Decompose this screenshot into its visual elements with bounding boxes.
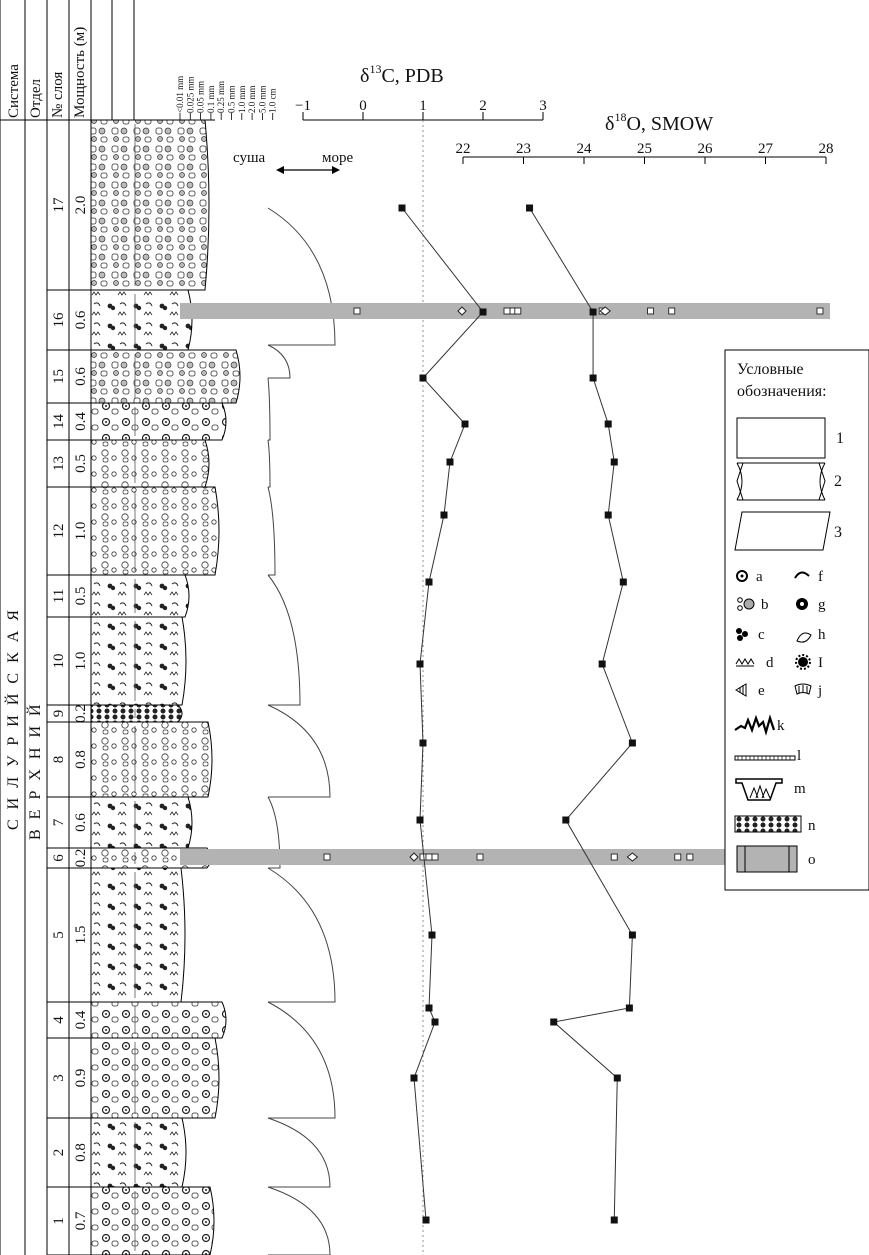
layer-thickness: 0.6 (73, 367, 89, 386)
o18-data-point (626, 1005, 633, 1012)
lithology-bed (91, 868, 185, 1002)
grain-size-label: 1.0 cm (267, 88, 278, 113)
oolite-bed-icon (735, 816, 801, 832)
layer-number: 2 (51, 1148, 67, 1157)
c13-data-point (480, 309, 487, 316)
band-sample-marker (611, 854, 617, 860)
layer-number: 4 (51, 1016, 67, 1024)
series-label: В Е Р Х Н И Й (27, 701, 44, 840)
ooid-core-icon (741, 575, 744, 578)
lithology-bed (91, 1002, 226, 1038)
o18-data-point (590, 309, 597, 316)
legend-symbol-e: e (758, 683, 765, 699)
legend-title-2: обозначения: (737, 383, 827, 400)
c13-profile-points (399, 205, 487, 1224)
layer-number: 9 (51, 709, 67, 718)
lithology-bed (91, 617, 186, 705)
layer-number: 5 (51, 931, 67, 939)
grain-size-label: 5.0 mm (257, 85, 268, 113)
layer-thickness: 0.9 (73, 1068, 89, 1088)
o18-data-point (611, 1217, 618, 1224)
sea-level-curve (268, 208, 335, 1255)
arrow-head-right (332, 166, 340, 174)
layer-thickness: 1.0 (73, 651, 89, 671)
c13-data-point (420, 740, 427, 747)
layer-thickness: 2.0 (73, 195, 89, 215)
header-layer-no: № слоя (50, 71, 66, 118)
legend-symbol-n: n (808, 818, 816, 834)
band-sample-marker (504, 308, 510, 314)
o18-tick-label: 22 (455, 141, 471, 157)
lithology-bed (91, 487, 219, 575)
layer-number: 6 (51, 854, 67, 862)
c13-tick-label: 3 (539, 98, 547, 114)
legend-symbol-b: b (761, 597, 769, 613)
legend-symbol-a: a (756, 569, 763, 585)
legend-symbol-j: j (818, 683, 823, 699)
o18-data-point (605, 512, 612, 519)
sample-band-icon (737, 846, 797, 872)
layer-thickness: 0.8 (73, 1143, 89, 1162)
layer-number: 17 (51, 197, 67, 213)
grain-size-label: 0.25 mm (216, 80, 227, 113)
layer-thickness: 0.2 (73, 848, 89, 868)
band-sample-marker (354, 308, 360, 314)
layer-thickness: 0.5 (73, 586, 89, 606)
c13-axis (295, 98, 547, 120)
o18-axis (456, 141, 834, 164)
c13-data-point (432, 1019, 439, 1026)
layer-number: 11 (51, 588, 67, 604)
lithology-bed (91, 120, 209, 290)
legend (725, 350, 869, 890)
o18-profile-line (530, 208, 633, 1220)
legend-title-1: Условные (737, 361, 804, 378)
legend-symbol-f: f (818, 569, 823, 585)
legend-symbol-g: g (818, 597, 826, 613)
o18-tick-label: 24 (576, 141, 592, 157)
arrow-head-left (276, 166, 284, 174)
band-sample-marker (687, 854, 693, 860)
layer-thickness: 0.4 (73, 1010, 89, 1030)
layer-number: 15 (51, 369, 67, 384)
band-sample-marker (648, 308, 654, 314)
o18-data-point (611, 459, 618, 466)
o18-data-point (526, 205, 533, 212)
land-label: суша (233, 150, 266, 166)
grain-size-label: 0.1 mm (205, 85, 216, 113)
layer-thickness: 0.2 (73, 704, 89, 723)
o18-data-point (605, 421, 612, 428)
c13-data-point (429, 932, 436, 939)
header-system: Система (6, 64, 22, 118)
layer-number: 8 (51, 755, 67, 764)
o18-data-point (620, 579, 627, 586)
grain-size-label: 2.0 mm (247, 85, 258, 113)
lithology-bed (91, 403, 226, 440)
band-sample-marker (324, 854, 330, 860)
legend-symbol-d: d (766, 655, 774, 671)
o18-data-point (629, 740, 636, 747)
lithology-bed (91, 290, 192, 350)
legend-symbol-c: c (758, 627, 765, 643)
lithology-bed (91, 797, 192, 848)
o18-tick-label: 27 (758, 141, 773, 157)
band-sample-marker (420, 854, 426, 860)
o18-tick-label: 23 (516, 141, 531, 157)
o18-data-point (629, 932, 636, 939)
legend-symbol-h: h (818, 627, 826, 643)
legend-symbol-o: o (808, 852, 816, 868)
band-sample-marker (675, 854, 681, 860)
c13-data-point (420, 375, 427, 382)
layer-thickness: 0.8 (73, 750, 89, 769)
o18-tick-label: 26 (697, 141, 713, 157)
c13-profile-line (402, 208, 483, 1220)
band-sample-marker (515, 308, 521, 314)
lithology-bed (91, 1187, 214, 1255)
layer-number: 13 (51, 456, 67, 471)
lithology-bed (91, 350, 240, 403)
lithology-bed (91, 722, 212, 797)
layer-thickness: 0.6 (73, 310, 89, 330)
grain-size-scale (175, 76, 278, 120)
band-sample-marker (669, 308, 675, 314)
lithology-bed (91, 575, 189, 617)
grain-size-label: 0.05 mm (195, 80, 206, 113)
sea-label: море (322, 150, 354, 166)
lithology-bed (91, 440, 209, 487)
legend-symbol-m: m (794, 781, 806, 797)
band-sample-marker (477, 854, 483, 860)
layer-number: 16 (51, 312, 67, 328)
layer-thickness: 0.6 (73, 813, 89, 832)
legend-box-1-label: 1 (836, 430, 844, 447)
layer-number: 3 (51, 1074, 67, 1082)
c13-tick-label: 2 (479, 98, 487, 114)
grain-large-icon (744, 599, 754, 609)
legend-symbol-k: k (777, 718, 785, 734)
grain-size-label: 0.025 mm (185, 76, 196, 113)
grain-size-label: 0.5 mm (226, 85, 237, 113)
o18-data-point (550, 1019, 557, 1026)
c13-data-point (417, 661, 424, 668)
layer-thickness: 1.0 (73, 521, 89, 541)
header-thickness: Мощность (м) (72, 26, 88, 118)
layer-number: 1 (51, 1217, 67, 1225)
header-series: Отдел (28, 79, 44, 118)
c13-data-point (426, 579, 433, 586)
c13-data-point (423, 1217, 430, 1224)
band-sample-marker (432, 854, 438, 860)
legend-box-3-label: 3 (834, 524, 842, 541)
c13-tick-label: 0 (359, 98, 367, 114)
system-label: С И Л У Р И Й С К А Я (5, 607, 22, 830)
band-sample-marker (426, 854, 432, 860)
c13-data-point (417, 817, 424, 824)
lithology-bed (91, 1118, 186, 1187)
c13-data-point (426, 1005, 433, 1012)
c13-data-point (441, 512, 448, 519)
layer-number: 10 (51, 653, 67, 669)
legend-symbol-I: I (818, 655, 823, 671)
layer-thickness: 0.7 (73, 1211, 89, 1231)
o18-data-point (562, 817, 569, 824)
layer-number: 14 (51, 414, 67, 429)
lithology-column (91, 120, 240, 1255)
c13-data-point (462, 421, 469, 428)
layer-thickness: 0.4 (73, 412, 89, 431)
o18-data-point (614, 1075, 621, 1082)
layer-number: 12 (51, 523, 67, 539)
o18-profile-points (526, 205, 636, 1224)
c13-data-point (411, 1075, 418, 1082)
c13-tick-label: 1 (419, 98, 427, 114)
grain-size-label: <0.01 mm (175, 75, 185, 113)
layer-thickness: 0.5 (73, 454, 89, 473)
c13-data-point (447, 459, 454, 466)
o18-data-point (599, 661, 606, 668)
o18-axis-title: $\delta^{18}O$, SMOW (605, 110, 714, 135)
grain-size-label: 1.0 mm (236, 85, 247, 113)
o18-data-point (590, 375, 597, 382)
sample-band-layer-6 (180, 849, 725, 865)
c13-tick-label: −1 (295, 98, 311, 114)
legend-symbol-l: l (797, 748, 802, 764)
c13-axis-title: $\delta^{13}C$, PDB (360, 62, 444, 87)
c13-data-point (399, 205, 406, 212)
o18-tick-label: 25 (637, 141, 652, 157)
lithology-bed (91, 1038, 219, 1118)
layer-number: 7 (51, 818, 67, 827)
lithology-bed (91, 705, 182, 722)
legend-box-2-label: 2 (834, 473, 842, 490)
layer-thickness: 1.5 (73, 925, 89, 945)
o18-tick-label: 28 (818, 141, 834, 157)
radial-fossil-core-icon (800, 602, 804, 606)
band-sample-marker (817, 308, 823, 314)
legend-frame (725, 350, 869, 890)
